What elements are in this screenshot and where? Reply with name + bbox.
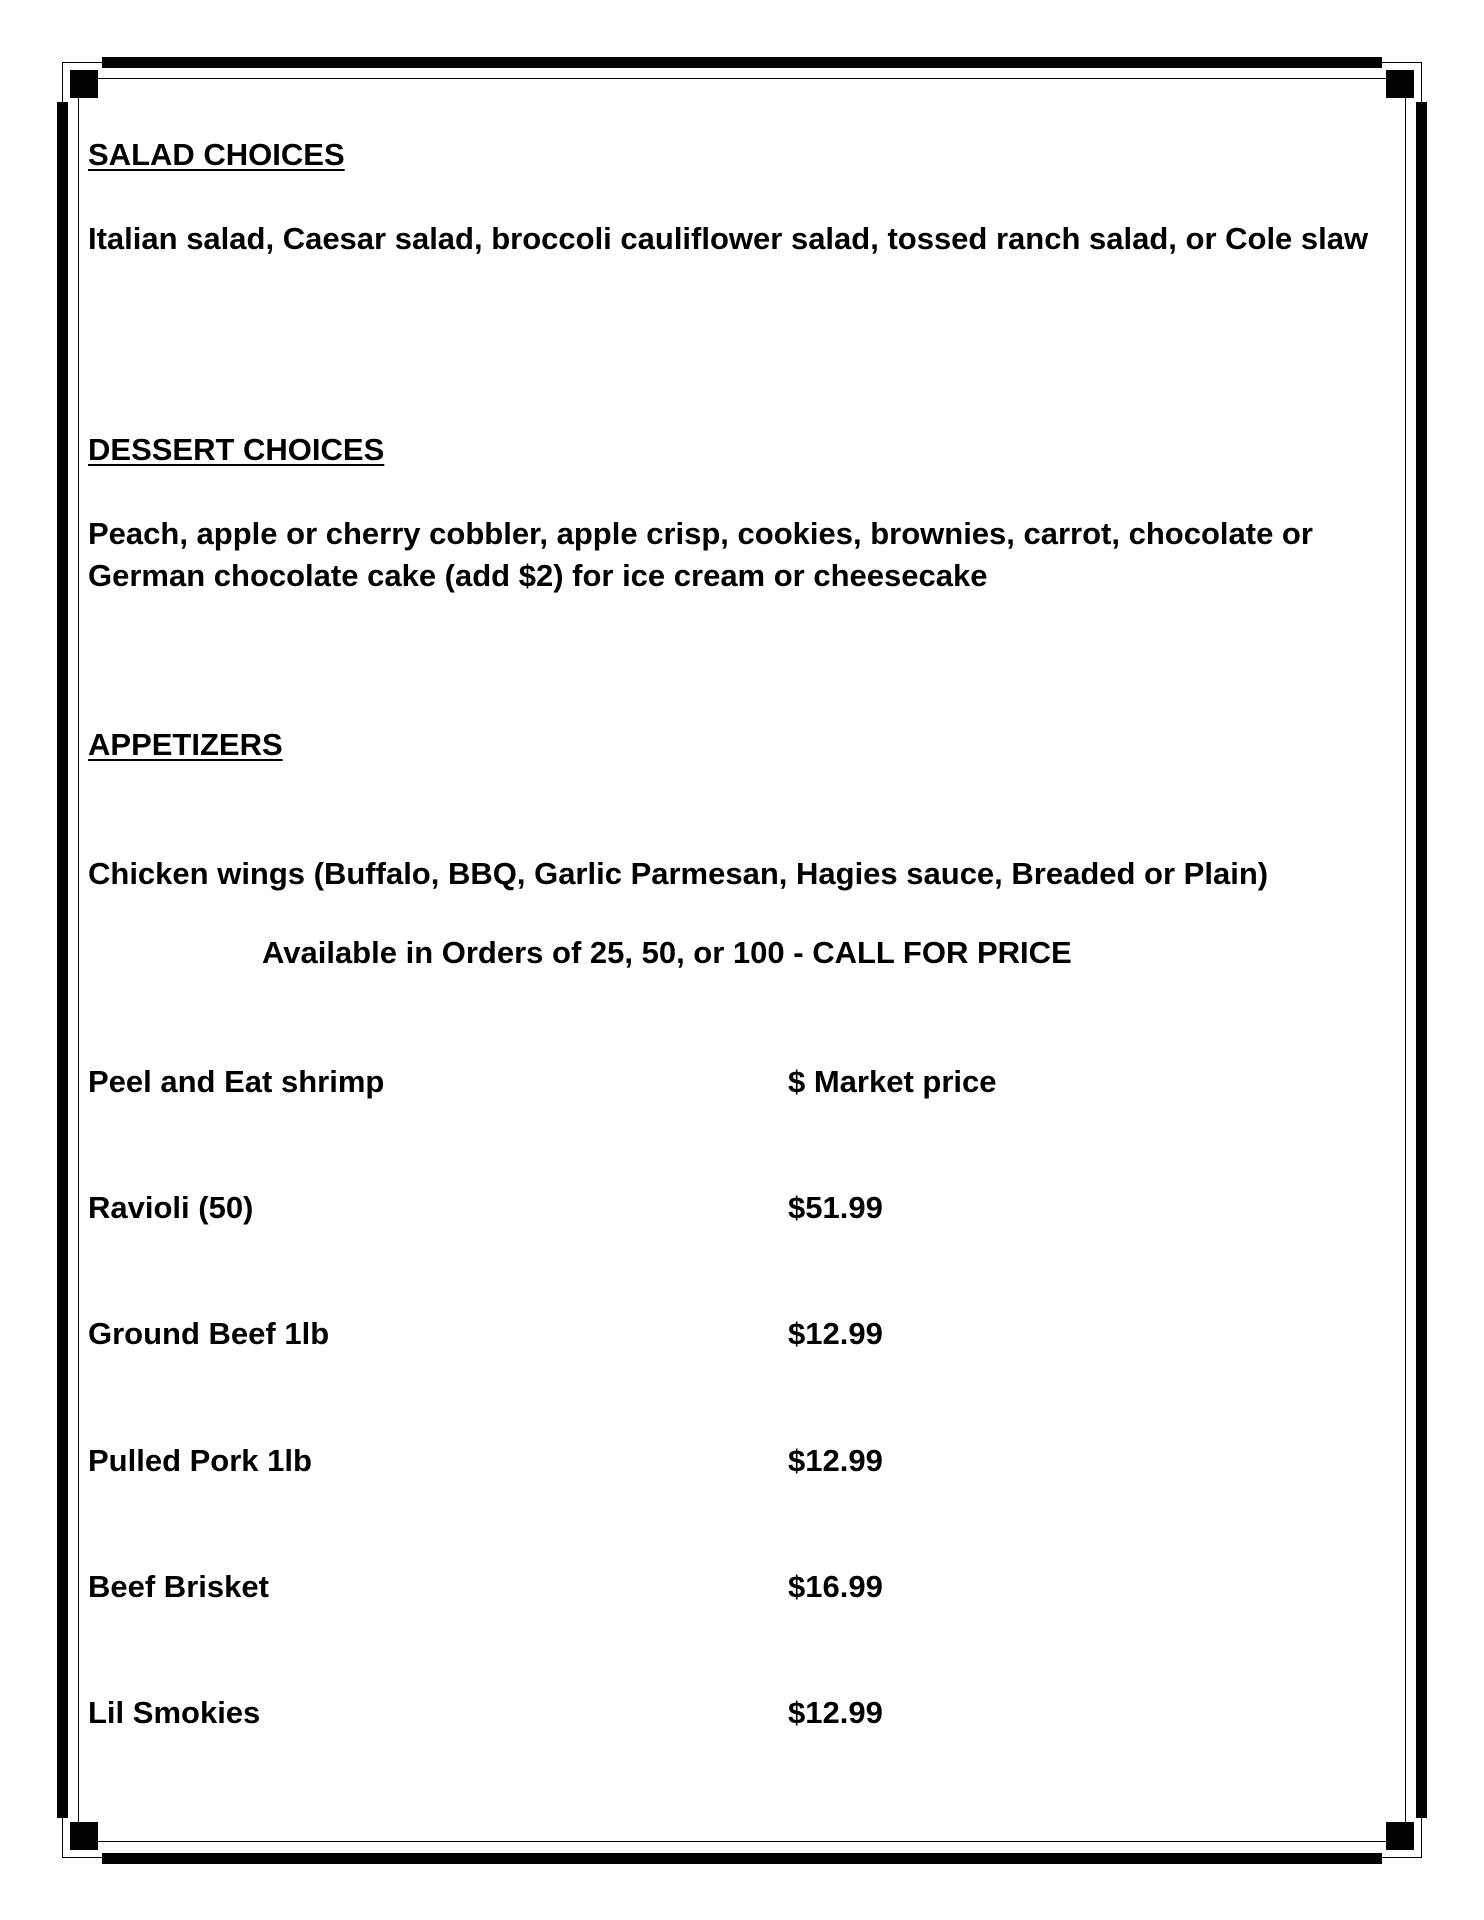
- menu-item-name: Beef Brisket: [88, 1569, 269, 1604]
- menu-item-price: $16.99: [788, 1569, 883, 1604]
- appetizers-heading: APPETIZERS: [88, 727, 283, 762]
- menu-item-name: Pulled Pork 1lb: [88, 1443, 312, 1478]
- menu-item-name: Peel and Eat shrimp: [88, 1064, 385, 1099]
- menu-item: [88, 1443, 1408, 1483]
- menu-item: [88, 1190, 1408, 1230]
- menu-item: [88, 1316, 1408, 1356]
- menu-item-price: $12.99: [788, 1316, 883, 1351]
- menu-item-price: $12.99: [788, 1695, 883, 1730]
- menu-item: [88, 1695, 1408, 1735]
- menu-item-name: Ravioli (50): [88, 1190, 254, 1225]
- menu-item-price: $51.99: [788, 1190, 883, 1225]
- dessert-choices-text: Peach, apple or cherry cobbler, apple crisp, cookies, brownies, carrot, chocolate or German chocolate cake (add $2) for ice cream or cheesecake: [88, 516, 1313, 593]
- salad-heading: SALAD CHOICES: [88, 137, 345, 172]
- dessert-heading: DESSERT CHOICES: [88, 432, 385, 467]
- chicken-wings-text: Chicken wings (Buffalo, BBQ, Garlic Parmesan, Hagies sauce, Breaded or Plain): [88, 856, 1269, 891]
- menu-item-name: Ground Beef 1lb: [88, 1316, 330, 1351]
- menu-item: [88, 1064, 1408, 1104]
- salad-choices-text: Italian salad, Caesar salad, broccoli cauliflower salad, tossed ranch salad, or Cole slaw: [88, 221, 1369, 256]
- menu-item: [88, 1569, 1408, 1609]
- menu-item-price: $ Market price: [788, 1064, 997, 1099]
- menu-item-name: Lil Smokies: [88, 1695, 261, 1730]
- wings-availability-note: Available in Orders of 25, 50, or 100 - CALL FOR PRICE: [262, 935, 1072, 970]
- menu-item-price: $12.99: [788, 1443, 883, 1478]
